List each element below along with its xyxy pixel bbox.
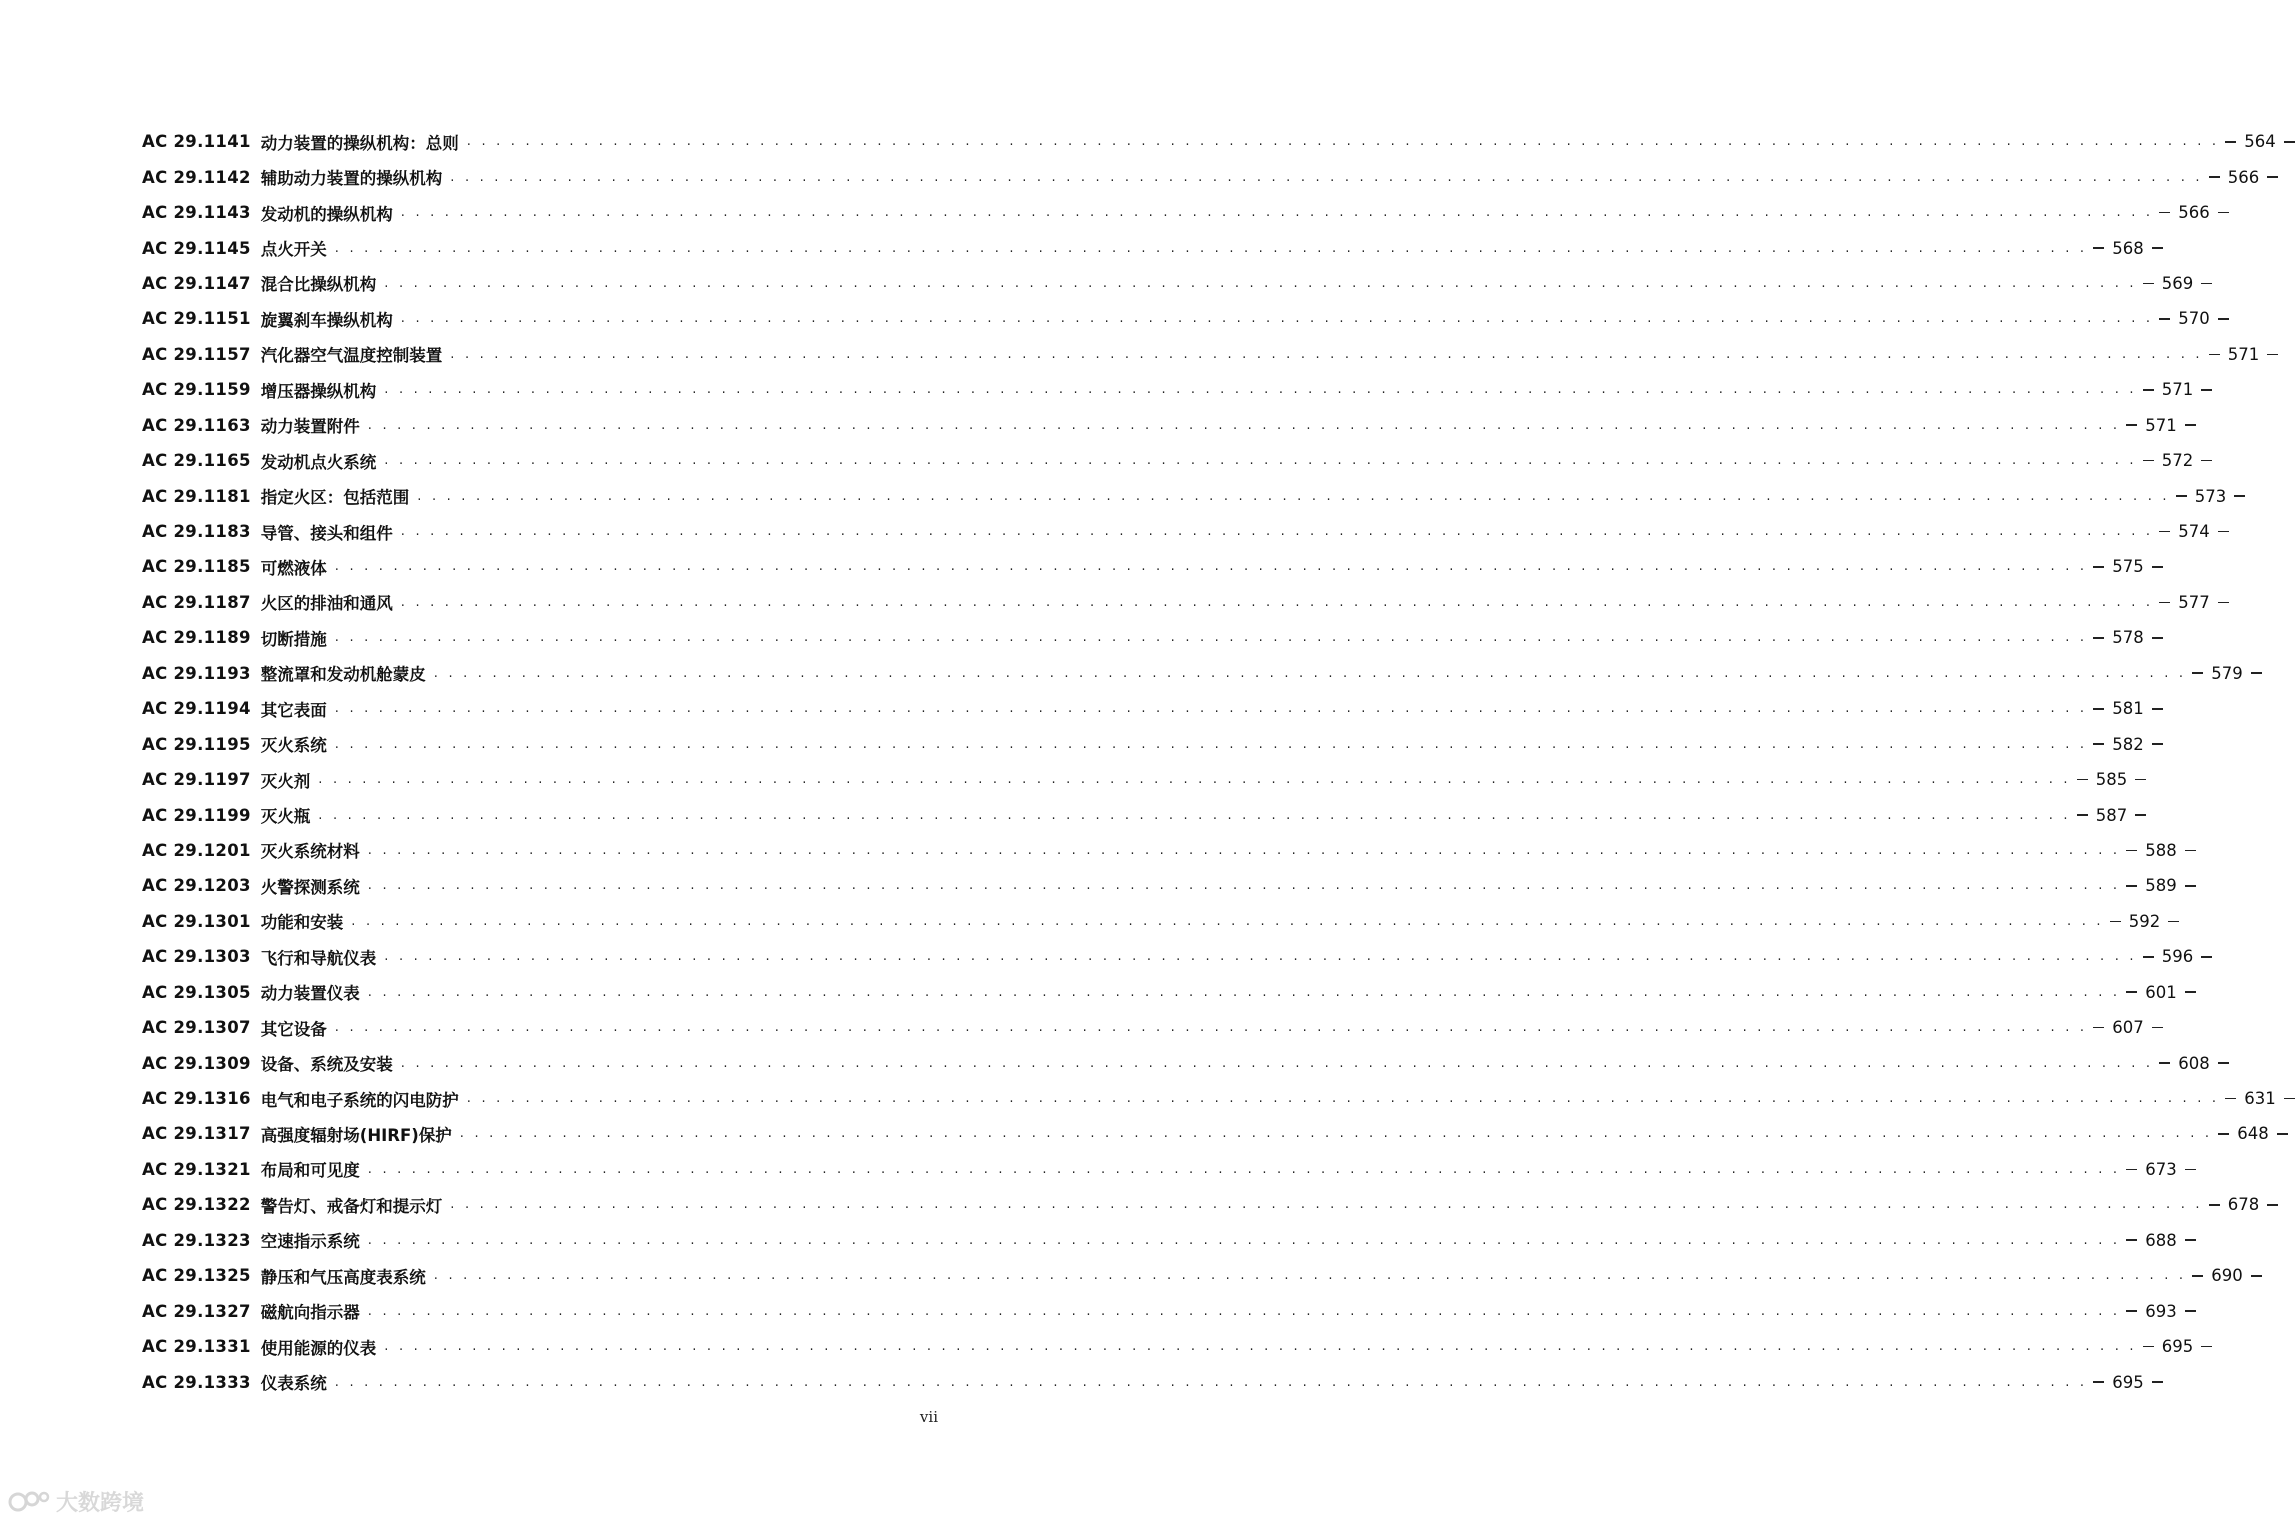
toc-entry-page [2093, 699, 2163, 718]
dot-leader: . . . . . . . . . . . . . . . . . . . . . . . . . . . . . . . . . . . . . . . . . . . . . . . . . . . . . . . . . . . . . . . . . . . . . . . . . . . . . . . . . . . . . . . . . . . . . . . . . . . . . . . . . . . . . . . . . . . . . . . . [384, 275, 2137, 291]
toc-entry-page-number: 573 [2194, 486, 2227, 506]
toc-entry-page [2159, 203, 2229, 222]
toc-entry[interactable] [142, 478, 2227, 513]
watermark-text: 大数跨境 [56, 1491, 145, 1516]
toc-entry-page-number: 585 [2095, 770, 2128, 790]
toc-entry[interactable] [142, 1223, 2177, 1258]
dash-mark [2209, 176, 2220, 178]
toc-entry[interactable] [142, 1116, 2269, 1151]
toc-entry-code: AC 29.1183 [142, 522, 251, 542]
toc-entry-title: 整流罩和发动机舱蒙皮 [260, 665, 426, 685]
toc-entry-code: AC 29.1327 [142, 1301, 251, 1321]
dash-mark [2251, 672, 2262, 674]
dash-mark [2077, 779, 2088, 781]
toc-entry-page [2209, 1195, 2279, 1214]
toc-entry-code: AC 29.1303 [142, 947, 251, 967]
toc-entry-code: AC 29.1331 [142, 1337, 251, 1357]
toc-entry-title: 灭火剂 [260, 771, 311, 791]
dot-leader: . . . . . . . . . . . . . . . . . . . . . . . . . . . . . . . . . . . . . . . . . . . . . . . . . . . . . . . . . . . . . . . . . . . . . . . . . . . . . . . . . . . . . . . . . . . . . . . . . . . . . . . . . . . . . . . . . . . . . . . . [384, 1339, 2137, 1355]
dot-leader: . . . . . . . . . . . . . . . . . . . . . . . . . . . . . . . . . . . . . . . . . . . . . . . . . . . . . . . . . . . . . . . . . . . . . . . . . . . . . . . . . . . . . . . . . . . . . . . . . . . . . . . . . . . . . . . . . . . . . . . . [384, 382, 2137, 398]
dash-mark [2152, 743, 2163, 745]
dash-mark [2218, 1062, 2229, 1064]
dash-mark [2201, 956, 2212, 958]
toc-entry-page-number: 596 [2161, 947, 2194, 967]
toc-entry-code: AC 29.1316 [142, 1089, 251, 1109]
toc-entry-page [2209, 345, 2279, 364]
toc-entry-page-number: 581 [2112, 699, 2144, 719]
toc-entry[interactable] [142, 1081, 2276, 1116]
toc-entry-title: 使用能源的仪表 [260, 1338, 377, 1358]
dash-mark [2126, 424, 2137, 426]
dash-mark [2126, 1239, 2137, 1241]
toc-entry[interactable] [142, 833, 2177, 868]
dash-mark [2093, 566, 2104, 568]
toc-entry-title: 动力装置附件 [260, 417, 360, 437]
dash-mark [2126, 885, 2137, 887]
dot-leader: . . . . . . . . . . . . . . . . . . . . . . . . . . . . . . . . . . . . . . . . . . . . . . . . . . . . . . . . . . . . . . . . . . . . . . . . . . . . . . . . . . . . . . . . . . . . . . . . . . . . . . . . . . . . . . . . . . . . . . . . [450, 1197, 2203, 1213]
dot-leader: . . . . . . . . . . . . . . . . . . . . . . . . . . . . . . . . . . . . . . . . . . . . . . . . . . . . . . . . . . . . . . . . . . . . . . . . . . . . . . . . . . . . . . . . . . . . . . . . . . . . . . . . . . . . . . . . . . . . . . . . [450, 169, 2203, 185]
dash-mark [2218, 531, 2229, 533]
dash-mark [2267, 354, 2278, 356]
toc-entry-code: AC 29.1193 [142, 663, 251, 683]
dash-mark [2185, 1239, 2196, 1241]
toc-entry-code: AC 29.1201 [142, 840, 251, 860]
dash-mark [2185, 1310, 2196, 1312]
toc-entry-code: AC 29.1147 [142, 273, 251, 293]
dash-mark [2152, 566, 2163, 568]
toc-entry-title: 灭火瓶 [260, 807, 311, 827]
toc-entry-page [2159, 309, 2229, 328]
toc-entry-page [2143, 380, 2213, 399]
toc-entry-code: AC 29.1203 [142, 876, 251, 896]
dash-mark [2185, 850, 2196, 852]
toc-entry[interactable] [142, 1152, 2177, 1187]
toc-entry-page [2110, 912, 2180, 931]
toc-entry-title: 导管、接头和组件 [260, 523, 393, 543]
dot-leader: . . . . . . . . . . . . . . . . . . . . . . . . . . . . . . . . . . . . . . . . . . . . . . . . . . . . . . . . . . . . . . . . . . . . . . . . . . . . . . . . . . . . . . . . . . . . . . . . . . . . . . . . . . . . . . . . . . . . . . . . [367, 878, 2121, 894]
toc-entry[interactable] [142, 1010, 2144, 1045]
toc-entry-code: AC 29.1187 [142, 592, 251, 612]
toc-entry-page-number: 572 [2161, 451, 2194, 471]
toc-entry-title: 辅助动力装置的操纵机构 [260, 169, 443, 189]
toc-entry-code: AC 29.1194 [142, 699, 251, 719]
toc-entry-code: AC 29.1189 [142, 628, 251, 648]
dash-mark [2093, 1381, 2104, 1383]
dash-mark [2093, 637, 2104, 639]
toc-entry-title: 发动机点火系统 [260, 452, 377, 472]
toc-entry-code: AC 29.1323 [142, 1230, 251, 1250]
dash-mark [2143, 460, 2154, 462]
toc-entry[interactable] [142, 656, 2243, 691]
toc-entry[interactable] [142, 1364, 2144, 1399]
dash-mark [2159, 602, 2170, 604]
toc-entry-page [2159, 1054, 2229, 1073]
toc-entry[interactable] [142, 124, 2276, 159]
toc-entry-title: 发动机的操纵机构 [260, 204, 393, 224]
dash-mark [2251, 1275, 2262, 1277]
dash-mark [2143, 283, 2154, 285]
dot-leader: . . . . . . . . . . . . . . . . . . . . . . . . . . . . . . . . . . . . . . . . . . . . . . . . . . . . . . . . . . . . . . . . . . . . . . . . . . . . . . . . . . . . . . . . . . . . . . . . . . . . . . . . . . . . . . . . . . . . . . . . [318, 772, 2071, 788]
toc-entry-page-number: 569 [2161, 273, 2194, 293]
toc-entry[interactable] [142, 408, 2177, 443]
toc-entry[interactable] [142, 868, 2177, 903]
dot-leader: . . . . . . . . . . . . . . . . . . . . . . . . . . . . . . . . . . . . . . . . . . . . . . . . . . . . . . . . . . . . . . . . . . . . . . . . . . . . . . . . . . . . . . . . . . . . . . . . . . . . . . . . . . . . . . . . . . . . . . . . [367, 842, 2121, 858]
dash-mark [2201, 283, 2212, 285]
dash-mark [2143, 389, 2154, 391]
toc-entry-page [2126, 1160, 2196, 1179]
dot-leader: . . . . . . . . . . . . . . . . . . . . . . . . . . . . . . . . . . . . . . . . . . . . . . . . . . . . . . . . . . . . . . . . . . . . . . . . . . . . . . . . . . . . . . . . . . . . . . . . . . . . . . . . . . . . . . . . . . . . . . . . [318, 807, 2071, 823]
toc-entry-page-number: 571 [2227, 344, 2260, 364]
dash-mark [2126, 1169, 2137, 1171]
toc-entry-page [2126, 1302, 2196, 1321]
toc-entry-title: 空速指示系统 [260, 1232, 360, 1252]
toc-entry-code: AC 29.1199 [142, 805, 251, 825]
toc-entry-page-number: 571 [2145, 415, 2177, 435]
toc-entry-code: AC 29.1141 [142, 132, 251, 152]
toc-entry-page [2176, 487, 2246, 506]
page-number: vii [919, 1408, 938, 1426]
toc-entry[interactable] [142, 939, 2194, 974]
toc-entry[interactable] [142, 691, 2144, 726]
dot-leader: . . . . . . . . . . . . . . . . . . . . . . . . . . . . . . . . . . . . . . . . . . . . . . . . . . . . . . . . . . . . . . . . . . . . . . . . . . . . . . . . . . . . . . . . . . . . . . . . . . . . . . . . . . . . . . . . . . . . . . . . [367, 1161, 2121, 1177]
toc-entry-code: AC 29.1301 [142, 911, 251, 931]
toc-entry-page-number: 578 [2112, 628, 2144, 648]
toc-entry-page-number: 589 [2145, 876, 2177, 896]
toc-entry-title: 增压器操纵机构 [260, 381, 377, 401]
dash-mark [2159, 212, 2170, 214]
dot-leader: . . . . . . . . . . . . . . . . . . . . . . . . . . . . . . . . . . . . . . . . . . . . . . . . . . . . . . . . . . . . . . . . . . . . . . . . . . . . . . . . . . . . . . . . . . . . . . . . . . . . . . . . . . . . . . . . . . . . . . . . [433, 665, 2187, 681]
dot-leader: . . . . . . . . . . . . . . . . . . . . . . . . . . . . . . . . . . . . . . . . . . . . . . . . . . . . . . . . . . . . . . . . . . . . . . . . . . . . . . . . . . . . . . . . . . . . . . . . . . . . . . . . . . . . . . . . . . . . . . . . [334, 240, 2088, 256]
dash-mark [2168, 921, 2179, 923]
toc-entry-title: 灭火系统 [260, 736, 327, 756]
toc-entry[interactable] [142, 1258, 2243, 1293]
toc-entry-code: AC 29.1333 [142, 1372, 251, 1392]
watermark [8, 1486, 144, 1517]
dash-mark [2218, 318, 2229, 320]
dash-mark [2201, 460, 2212, 462]
toc-entry-page [2192, 1266, 2262, 1285]
toc-entry[interactable] [142, 372, 2194, 407]
dash-mark [2152, 1027, 2163, 1029]
toc-entry-page-number: 566 [2178, 203, 2210, 223]
dash-mark [2225, 1098, 2236, 1100]
toc-entry-title: 混合比操纵机构 [260, 275, 377, 295]
toc-entry-page-number: 577 [2178, 592, 2210, 612]
toc-entry-code: AC 29.1159 [142, 380, 251, 400]
toc-entry[interactable] [142, 975, 2177, 1010]
dash-mark [2192, 1275, 2203, 1277]
toc-entry-code: AC 29.1142 [142, 167, 251, 187]
toc-entry-title: 灭火系统材料 [260, 842, 360, 862]
dash-mark [2176, 495, 2187, 497]
toc-entry[interactable] [142, 904, 2161, 939]
toc-entry-title: 磁航向指示器 [260, 1303, 360, 1323]
dash-mark [2267, 1204, 2278, 1206]
dot-leader: . . . . . . . . . . . . . . . . . . . . . . . . . . . . . . . . . . . . . . . . . . . . . . . . . . . . . . . . . . . . . . . . . . . . . . . . . . . . . . . . . . . . . . . . . . . . . . . . . . . . . . . . . . . . . . . . . . . . . . . . [466, 1091, 2220, 1107]
watermark-logo-icon [8, 1487, 52, 1517]
dash-mark [2152, 708, 2163, 710]
toc-entry-code: AC 29.1163 [142, 415, 251, 435]
toc-entry-page-number: 570 [2178, 309, 2210, 329]
toc-entry-page [2126, 1231, 2196, 1250]
toc-entry-page [2143, 451, 2213, 470]
toc-entry-page-number: 695 [2161, 1337, 2194, 1357]
toc-entry-title: 点火开关 [260, 240, 327, 260]
dash-mark [2267, 176, 2278, 178]
toc-entry-page [2143, 1337, 2213, 1356]
toc-entry-title: 切断措施 [260, 629, 327, 649]
toc-entry[interactable] [142, 1329, 2194, 1364]
dot-leader: . . . . . . . . . . . . . . . . . . . . . . . . . . . . . . . . . . . . . . . . . . . . . . . . . . . . . . . . . . . . . . . . . . . . . . . . . . . . . . . . . . . . . . . . . . . . . . . . . . . . . . . . . . . . . . . . . . . . . . . . [450, 346, 2203, 362]
dash-mark [2218, 1133, 2229, 1135]
toc-entry-page-number: 568 [2112, 238, 2144, 258]
dash-mark [2135, 779, 2146, 781]
dot-leader: . . . . . . . . . . . . . . . . . . . . . . . . . . . . . . . . . . . . . . . . . . . . . . . . . . . . . . . . . . . . . . . . . . . . . . . . . . . . . . . . . . . . . . . . . . . . . . . . . . . . . . . . . . . . . . . . . . . . . . . . [400, 524, 2154, 540]
toc-entry[interactable] [142, 762, 2128, 797]
dot-leader: . . . . . . . . . . . . . . . . . . . . . . . . . . . . . . . . . . . . . . . . . . . . . . . . . . . . . . . . . . . . . . . . . . . . . . . . . . . . . . . . . . . . . . . . . . . . . . . . . . . . . . . . . . . . . . . . . . . . . . . . [400, 205, 2154, 221]
toc-entry-code: AC 29.1157 [142, 344, 251, 364]
toc-entry-page [2077, 806, 2147, 825]
toc-entry-code: AC 29.1145 [142, 238, 251, 258]
toc-entry-page [2126, 983, 2196, 1002]
dot-leader: . . . . . . . . . . . . . . . . . . . . . . . . . . . . . . . . . . . . . . . . . . . . . . . . . . . . . . . . . . . . . . . . . . . . . . . . . . . . . . . . . . . . . . . . . . . . . . . . . . . . . . . . . . . . . . . . . . . . . . . . [334, 1020, 2088, 1036]
dot-leader: . . . . . . . . . . . . . . . . . . . . . . . . . . . . . . . . . . . . . . . . . . . . . . . . . . . . . . . . . . . . . . . . . . . . . . . . . . . . . . . . . . . . . . . . . . . . . . . . . . . . . . . . . . . . . . . . . . . . . . . . [400, 594, 2154, 610]
toc-entry-page-number: 690 [2211, 1266, 2243, 1286]
toc-entry[interactable] [142, 1045, 2210, 1080]
toc-entry-code: AC 29.1325 [142, 1266, 251, 1286]
dot-leader: . . . . . . . . . . . . . . . . . . . . . . . . . . . . . . . . . . . . . . . . . . . . . . . . . . . . . . . . . . . . . . . . . . . . . . . . . . . . . . . . . . . . . . . . . . . . . . . . . . . . . . . . . . . . . . . . . . . . . . . . [334, 701, 2088, 717]
toc-entry-page-number: 607 [2112, 1018, 2144, 1038]
toc-entry-code: AC 29.1321 [142, 1159, 251, 1179]
dot-leader: . . . . . . . . . . . . . . . . . . . . . . . . . . . . . . . . . . . . . . . . . . . . . . . . . . . . . . . . . . . . . . . . . . . . . . . . . . . . . . . . . . . . . . . . . . . . . . . . . . . . . . . . . . . . . . . . . . . . . . . . [400, 311, 2154, 327]
dash-mark [2192, 672, 2203, 674]
dot-leader: . . . . . . . . . . . . . . . . . . . . . . . . . . . . . . . . . . . . . . . . . . . . . . . . . . . . . . . . . . . . . . . . . . . . . . . . . . . . . . . . . . . . . . . . . . . . . . . . . . . . . . . . . . . . . . . . . . . . . . . . [334, 736, 2088, 752]
toc-entry-page [2209, 168, 2279, 187]
toc-entry-page [2126, 876, 2196, 895]
toc-entry-page [2093, 1373, 2163, 1392]
dot-leader: . . . . . . . . . . . . . . . . . . . . . . . . . . . . . . . . . . . . . . . . . . . . . . . . . . . . . . . . . . . . . . . . . . . . . . . . . . . . . . . . . . . . . . . . . . . . . . . . . . . . . . . . . . . . . . . . . . . . . . . . [334, 1374, 2088, 1390]
dot-leader: . . . . . . . . . . . . . . . . . . . . . . . . . . . . . . . . . . . . . . . . . . . . . . . . . . . . . . . . . . . . . . . . . . . . . . . . . . . . . . . . . . . . . . . . . . . . . . . . . . . . . . . . . . . . . . . . . . . . . . . . [459, 1126, 2213, 1142]
toc-entry-page-number: 601 [2145, 982, 2177, 1002]
dot-leader: . . . . . . . . . . . . . . . . . . . . . . . . . . . . . . . . . . . . . . . . . . . . . . . . . . . . . . . . . . . . . . . . . . . . . . . . . . . . . . . . . . . . . . . . . . . . . . . . . . . . . . . . . . . . . . . . . . . . . . . . [433, 1268, 2187, 1284]
dash-mark [2152, 1381, 2163, 1383]
dash-mark [2093, 247, 2104, 249]
toc-entry-page [2093, 239, 2163, 258]
toc-entry-page [2225, 132, 2295, 151]
toc-entry[interactable] [142, 230, 2144, 265]
toc-entry-title: 火区的排油和通风 [260, 594, 393, 614]
toc-entry-page-number: 575 [2112, 557, 2144, 577]
dash-mark [2201, 1346, 2212, 1348]
dash-mark [2159, 531, 2170, 533]
dash-mark [2093, 1027, 2104, 1029]
dot-leader: . . . . . . . . . . . . . . . . . . . . . . . . . . . . . . . . . . . . . . . . . . . . . . . . . . . . . . . . . . . . . . . . . . . . . . . . . . . . . . . . . . . . . . . . . . . . . . . . . . . . . . . . . . . . . . . . . . . . . . . . [367, 984, 2121, 1000]
toc-entry-page [2159, 593, 2229, 612]
dash-mark [2284, 141, 2295, 143]
dash-mark [2185, 1169, 2196, 1171]
toc-entry-page [2143, 947, 2213, 966]
toc-entry-title: 静压和气压高度表系统 [260, 1267, 426, 1287]
toc-entry-code: AC 29.1143 [142, 203, 251, 223]
dash-mark [2077, 814, 2088, 816]
dash-mark [2143, 956, 2154, 958]
dot-leader: . . . . . . . . . . . . . . . . . . . . . . . . . . . . . . . . . . . . . . . . . . . . . . . . . . . . . . . . . . . . . . . . . . . . . . . . . . . . . . . . . . . . . . . . . . . . . . . . . . . . . . . . . . . . . . . . . . . . . . . . [367, 417, 2121, 433]
toc-entry-page-number: 592 [2128, 911, 2161, 931]
toc-entry[interactable] [142, 266, 2194, 301]
toc-entry-page-number: 579 [2211, 663, 2243, 683]
toc-entry-page-number: 648 [2237, 1124, 2269, 1144]
toc-entry-page [2159, 522, 2229, 541]
dash-mark [2126, 850, 2137, 852]
toc-entry-page-number: 566 [2227, 167, 2260, 187]
toc-entry-page-number: 678 [2227, 1195, 2260, 1215]
dash-mark [2218, 212, 2229, 214]
dot-leader: . . . . . . . . . . . . . . . . . . . . . . . . . . . . . . . . . . . . . . . . . . . . . . . . . . . . . . . . . . . . . . . . . . . . . . . . . . . . . . . . . . . . . . . . . . . . . . . . . . . . . . . . . . . . . . . . . . . . . . . . [334, 630, 2088, 646]
dot-leader: . . . . . . . . . . . . . . . . . . . . . . . . . . . . . . . . . . . . . . . . . . . . . . . . . . . . . . . . . . . . . . . . . . . . . . . . . . . . . . . . . . . . . . . . . . . . . . . . . . . . . . . . . . . . . . . . . . . . . . . . [351, 913, 2104, 929]
toc-entry-page-number: 588 [2145, 840, 2177, 860]
toc-entry-title: 仪表系统 [260, 1374, 327, 1394]
toc-entry-page-number: 695 [2112, 1372, 2144, 1392]
dash-mark [2159, 1062, 2170, 1064]
toc-entry-title: 可燃液体 [260, 558, 327, 578]
toc-entry-page [2093, 1018, 2163, 1037]
toc-entry-code: AC 29.1181 [142, 486, 251, 506]
toc-entry-page-number: 582 [2112, 734, 2144, 754]
toc-entry[interactable] [142, 1293, 2177, 1328]
dot-leader: . . . . . . . . . . . . . . . . . . . . . . . . . . . . . . . . . . . . . . . . . . . . . . . . . . . . . . . . . . . . . . . . . . . . . . . . . . . . . . . . . . . . . . . . . . . . . . . . . . . . . . . . . . . . . . . . . . . . . . . . [384, 453, 2137, 469]
toc-entry-title: 飞行和导航仪表 [260, 948, 377, 968]
toc-entry-code: AC 29.1195 [142, 734, 251, 754]
toc-entry-page-number: 631 [2244, 1089, 2276, 1109]
toc-entry-code: AC 29.1317 [142, 1124, 251, 1144]
toc-entry-page-number: 571 [2161, 380, 2194, 400]
dot-leader: . . . . . . . . . . . . . . . . . . . . . . . . . . . . . . . . . . . . . . . . . . . . . . . . . . . . . . . . . . . . . . . . . . . . . . . . . . . . . . . . . . . . . . . . . . . . . . . . . . . . . . . . . . . . . . . . . . . . . . . . [334, 559, 2088, 575]
toc-entry-title: 指定火区：包括范围 [260, 488, 410, 508]
dash-mark [2093, 743, 2104, 745]
toc-entry[interactable] [142, 1187, 2260, 1222]
dash-mark [2218, 602, 2229, 604]
toc-entry-title: 其它表面 [260, 700, 327, 720]
toc-entry-code: AC 29.1151 [142, 309, 251, 329]
toc-entry-page-number: 693 [2145, 1301, 2177, 1321]
toc-entry[interactable] [142, 195, 2210, 230]
toc-entry-title: 电气和电子系统的闪电防护 [260, 1090, 459, 1110]
toc-entry-code: AC 29.1165 [142, 451, 251, 471]
toc-entry-page [2093, 735, 2163, 754]
toc-entry-title: 设备、系统及安装 [260, 1055, 393, 1075]
dash-mark [2185, 991, 2196, 993]
toc-entry-page [2218, 1124, 2288, 1143]
dash-mark [2110, 921, 2121, 923]
toc-entry-title: 动力装置仪表 [260, 984, 360, 1004]
dash-mark [2201, 389, 2212, 391]
toc-entry-title: 其它设备 [260, 1019, 327, 1039]
toc-entry-page [2093, 628, 2163, 647]
dash-mark [2234, 495, 2245, 497]
toc-entry-code: AC 29.1185 [142, 557, 251, 577]
toc-entry-page-number: 574 [2178, 522, 2210, 542]
toc-entry-page [2192, 664, 2262, 683]
dash-mark [2152, 247, 2163, 249]
dot-leader: . . . . . . . . . . . . . . . . . . . . . . . . . . . . . . . . . . . . . . . . . . . . . . . . . . . . . . . . . . . . . . . . . . . . . . . . . . . . . . . . . . . . . . . . . . . . . . . . . . . . . . . . . . . . . . . . . . . . . . . . [367, 1303, 2121, 1319]
dash-mark [2209, 1204, 2220, 1206]
dot-leader: . . . . . . . . . . . . . . . . . . . . . . . . . . . . . . . . . . . . . . . . . . . . . . . . . . . . . . . . . . . . . . . . . . . . . . . . . . . . . . . . . . . . . . . . . . . . . . . . . . . . . . . . . . . . . . . . . . . . . . . . [384, 949, 2137, 965]
dash-mark [2152, 637, 2163, 639]
toc-entry[interactable] [142, 620, 2144, 655]
toc-entry-title: 旋翼刹车操纵机构 [260, 310, 393, 330]
toc-entry-page [2143, 274, 2213, 293]
dash-mark [2185, 424, 2196, 426]
dash-mark [2093, 708, 2104, 710]
toc-entry-title: 高强度辐射场(HIRF)保护 [260, 1125, 452, 1145]
toc-entry[interactable] [142, 726, 2144, 761]
toc-entry-page-number: 688 [2145, 1230, 2177, 1250]
toc-entry-title: 动力装置的操纵机构：总则 [260, 133, 459, 153]
toc-entry-code: AC 29.1307 [142, 1018, 251, 1038]
dash-mark [2225, 141, 2236, 143]
toc-entry-page [2126, 416, 2196, 435]
toc-entry-page [2093, 557, 2163, 576]
toc-entry[interactable] [142, 585, 2210, 620]
toc-entry[interactable] [142, 514, 2210, 549]
toc-entry-page-number: 673 [2145, 1159, 2177, 1179]
dash-mark [2185, 885, 2196, 887]
toc-entry-code: AC 29.1197 [142, 770, 251, 790]
dash-mark [2143, 1346, 2154, 1348]
toc-entry-title: 汽化器空气温度控制装置 [260, 346, 443, 366]
toc-entry-title: 布局和可见度 [260, 1161, 360, 1181]
dot-leader: . . . . . . . . . . . . . . . . . . . . . . . . . . . . . . . . . . . . . . . . . . . . . . . . . . . . . . . . . . . . . . . . . . . . . . . . . . . . . . . . . . . . . . . . . . . . . . . . . . . . . . . . . . . . . . . . . . . . . . . . [367, 1232, 2121, 1248]
dot-leader: . . . . . . . . . . . . . . . . . . . . . . . . . . . . . . . . . . . . . . . . . . . . . . . . . . . . . . . . . . . . . . . . . . . . . . . . . . . . . . . . . . . . . . . . . . . . . . . . . . . . . . . . . . . . . . . . . . . . . . . . [466, 134, 2220, 150]
dash-mark [2126, 991, 2137, 993]
dot-leader: . . . . . . . . . . . . . . . . . . . . . . . . . . . . . . . . . . . . . . . . . . . . . . . . . . . . . . . . . . . . . . . . . . . . . . . . . . . . . . . . . . . . . . . . . . . . . . . . . . . . . . . . . . . . . . . . . . . . . . . . [417, 488, 2170, 504]
dot-leader: . . . . . . . . . . . . . . . . . . . . . . . . . . . . . . . . . . . . . . . . . . . . . . . . . . . . . . . . . . . . . . . . . . . . . . . . . . . . . . . . . . . . . . . . . . . . . . . . . . . . . . . . . . . . . . . . . . . . . . . . [400, 1055, 2154, 1071]
dash-mark [2135, 814, 2146, 816]
dash-mark [2126, 1310, 2137, 1312]
toc-entry-page [2077, 770, 2147, 789]
toc-entry[interactable] [142, 443, 2194, 478]
dash-mark [2209, 354, 2220, 356]
toc-entry-code: AC 29.1305 [142, 982, 251, 1002]
toc-entry[interactable] [142, 337, 2260, 372]
toc-entry-page [2225, 1089, 2295, 1108]
toc-entry-page-number: 587 [2095, 805, 2128, 825]
dash-mark [2284, 1098, 2295, 1100]
toc-entry-title: 功能和安装 [260, 913, 344, 933]
toc-entry-code: AC 29.1322 [142, 1195, 251, 1215]
toc-entry-page-number: 608 [2178, 1053, 2210, 1073]
toc-entry-page [2126, 841, 2196, 860]
dash-mark [2159, 318, 2170, 320]
toc-entry-page-number: 564 [2244, 132, 2276, 152]
toc-entry-title: 火警探测系统 [260, 877, 360, 897]
toc-entry-title: 警告灯、戒备灯和提示灯 [260, 1196, 443, 1216]
toc-entry-code: AC 29.1309 [142, 1053, 251, 1073]
table-of-contents [142, 124, 2276, 1400]
toc-entry[interactable] [142, 797, 2128, 832]
toc-entry[interactable] [142, 301, 2210, 336]
dash-mark [2277, 1133, 2288, 1135]
toc-entry[interactable] [142, 159, 2260, 194]
toc-entry[interactable] [142, 549, 2144, 584]
